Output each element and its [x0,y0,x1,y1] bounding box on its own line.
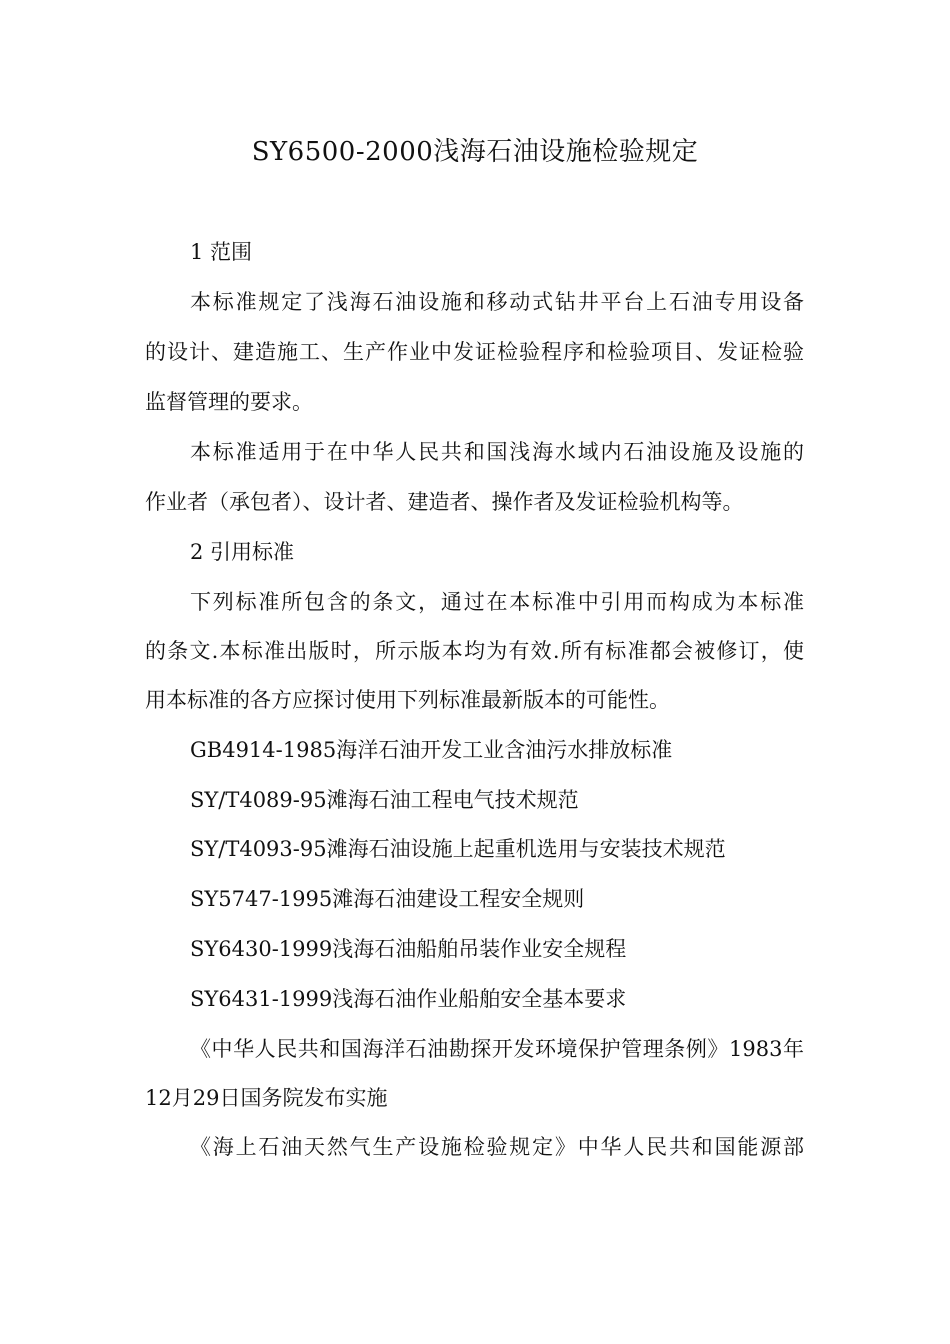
paragraph-line: 的条文.本标准出版时，所示版本均为有效.所有标准都会被修订，使 [145,639,804,663]
paragraph-line: 监督管理的要求。 [145,390,313,414]
reference-item: SY5747-1995滩海石油建设工程安全规则 [190,887,585,911]
paragraph-line: 的设计、建造施工、生产作业中发证检验程序和检验项目、发证检验 [145,340,804,364]
section-heading-references: 2 引用标准 [190,540,295,564]
paragraph-line: 下列标准所包含的条文，通过在本标准中引用而构成为本标准 [190,590,804,614]
reference-item: SY6431-1999浅海石油作业船舶安全基本要求 [190,987,627,1011]
reference-item: SY/T4089-95滩海石油工程电气技术规范 [190,788,579,812]
section-heading-scope: 1 范围 [190,240,253,264]
paragraph-line: 本标准适用于在中华人民共和国浅海水域内石油设施及设施的 [190,440,804,464]
reference-item: SY/T4093-95滩海石油设施上起重机选用与安装技术规范 [190,837,726,861]
reference-item: 《海上石油天然气生产设施检验规定》中华人民共和国能源部 [190,1135,804,1159]
paragraph-line: 作业者（承包者）、设计者、建造者、操作者及发证检验机构等。 [145,490,744,514]
reference-item: GB4914-1985海洋石油开发工业含油污水排放标准 [190,738,673,762]
reference-item: 12月29日国务院发布实施 [145,1086,388,1110]
document-title: SY6500-2000浅海石油设施检验规定 [251,137,699,167]
reference-item: 《中华人民共和国海洋石油勘探开发环境保护管理条例》1983年 [190,1037,804,1061]
paragraph-line: 本标准规定了浅海石油设施和移动式钻井平台上石油专用设备 [190,290,804,314]
paragraph-line: 用本标准的各方应探讨使用下列标准最新版本的可能性。 [145,688,670,712]
reference-item: SY6430-1999浅海石油船舶吊装作业安全规程 [190,937,627,961]
